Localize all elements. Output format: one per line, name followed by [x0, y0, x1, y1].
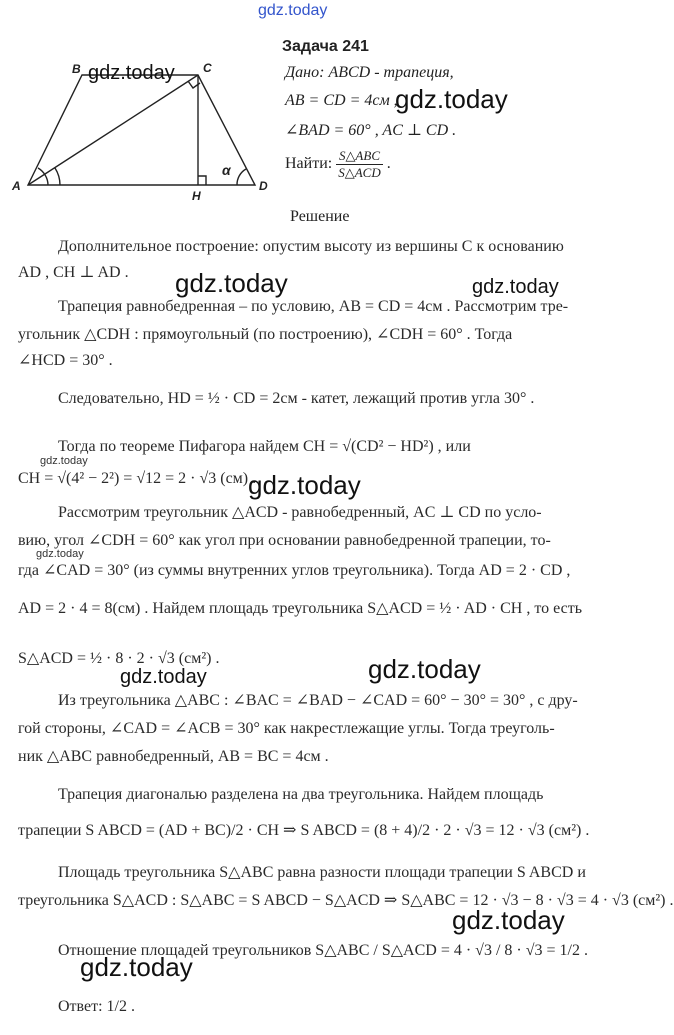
watermark-figure: gdz.today	[88, 62, 175, 84]
find-block	[285, 148, 391, 181]
solution-line-17: трапеции S ABCD = (AD + BC)/2 · CH ⇒ S ABCD = (8 + 4)/2 · 2 · √3 = 12 · √3 (см²) .	[18, 822, 590, 839]
solution-line-5: Следовательно, HD = ½ · CD = 2см - катет, лежащий против угла 30° .	[58, 390, 535, 407]
solution-line-7: CH = √(4² − 2²) = √12 = 2 · √3 (см) .	[18, 470, 257, 487]
solution-line-12: S△ACD = ½ · 8 · 2 · √3 (см²) .	[18, 650, 220, 667]
watermark-8: gdz.today	[452, 905, 565, 935]
watermark-2: gdz.today	[472, 276, 559, 298]
watermark-1: gdz.today	[175, 268, 288, 298]
watermark-7: gdz.today	[120, 666, 207, 688]
solution-line-15: ник △ABC равнобедренный, AB = BC = 4см .	[18, 748, 329, 765]
angle-arc-a	[38, 168, 48, 185]
given-line-2: AB = CD = 4см ,	[285, 92, 398, 109]
watermark-4: gdz.today	[248, 470, 361, 500]
label-d: D	[259, 179, 268, 193]
given-line-1: Дано: ABCD - трапеция,	[285, 64, 454, 81]
find-numerator: S△ABC	[336, 148, 383, 165]
find-denominator: S△ACD	[338, 165, 381, 180]
solution-line-16: Трапеция диагональю разделена на два треугольника. Найдем площадь	[58, 786, 544, 803]
solution-line-19: треугольника S△ACD : S△ABC = S ABCD − S△ACD ⇒ S△ABC = 12 · √3 − 8 · √3 = 4 · √3 (см²) .	[18, 892, 674, 909]
solution-line-10: гда ∠CAD = 30° (из суммы внутренних углов треугольника). Тогда AD = 2 · CD ,	[18, 562, 571, 579]
find-fraction	[336, 148, 383, 181]
solution-line-20: Отношение площадей треугольников S△ABC / S△ACD = 4 · √3 / 8 · √3 = 1/2 .	[58, 942, 588, 959]
solution-line-11: AD = 2 · 4 = 8(см) . Найдем площадь треугольника S△ACD = ½ · AD · CH , то есть	[18, 600, 583, 617]
solution-line-13: Из треугольника △ABC : ∠BAC = ∠BAD − ∠CAD = 60° − 30° = 30° , с дру-	[58, 692, 578, 709]
label-a: A	[12, 179, 21, 193]
solution-line-9: вию, угол ∠CDH = 60° как угол при основании равнобедренной трапеции, то-	[18, 532, 551, 549]
diagonal-ac	[28, 75, 198, 185]
solution-line-6: Тогда по теореме Пифагора найдем CH = √(CD² − HD²) , или	[58, 438, 471, 455]
solution-line-1: AD , CH ⊥ AD .	[18, 264, 129, 281]
watermark-given: gdz.today	[395, 84, 508, 114]
label-b: B	[72, 62, 81, 76]
angle-arc-d	[237, 169, 246, 185]
watermark-3: gdz.today	[40, 455, 88, 467]
angle-arc-a2	[55, 168, 60, 185]
answer-line: Ответ: 1/2 .	[58, 998, 135, 1015]
solution-line-3: угольник △CDH : прямоугольный (по построению), ∠CDH = 60° . Тогда	[18, 326, 513, 343]
solution-line-14: гой стороны, ∠CAD = ∠ACB = 30° как накрестлежащие углы. Тогда треуголь-	[18, 720, 555, 737]
solution-heading: Решение	[290, 208, 350, 225]
solution-line-8: Рассмотрим треугольник △ACD - равнобедренный, AC ⊥ CD по усло-	[58, 504, 542, 521]
solution-line-0: Дополнительное построение: опустим высоту из вершины C к основанию	[58, 238, 564, 255]
given-line-3: ∠BAD = 60° , AC ⊥ CD .	[285, 122, 457, 139]
label-c: C	[203, 61, 212, 75]
find-dot: .	[386, 155, 391, 173]
solution-line-18: Площадь треугольника S△ABC равна разности площади трапеции S ABCD и	[58, 864, 586, 881]
find-label: Найти:	[285, 155, 333, 173]
right-angle-h	[198, 176, 206, 185]
watermark-5: gdz.today	[36, 548, 84, 560]
label-h: H	[192, 189, 201, 203]
problem-title: Задача 241	[282, 38, 369, 55]
watermark-top: gdz.today	[258, 2, 328, 19]
trapezoid-outline	[28, 75, 255, 185]
label-alpha: α	[222, 162, 231, 178]
watermark-9: gdz.today	[80, 952, 193, 982]
solution-line-4: ∠HCD = 30° .	[18, 352, 113, 369]
watermark-6: gdz.today	[368, 654, 481, 684]
solution-line-2: Трапеция равнобедренная – по условию, AB = CD = 4см . Рассмотрим тре-	[58, 298, 569, 315]
